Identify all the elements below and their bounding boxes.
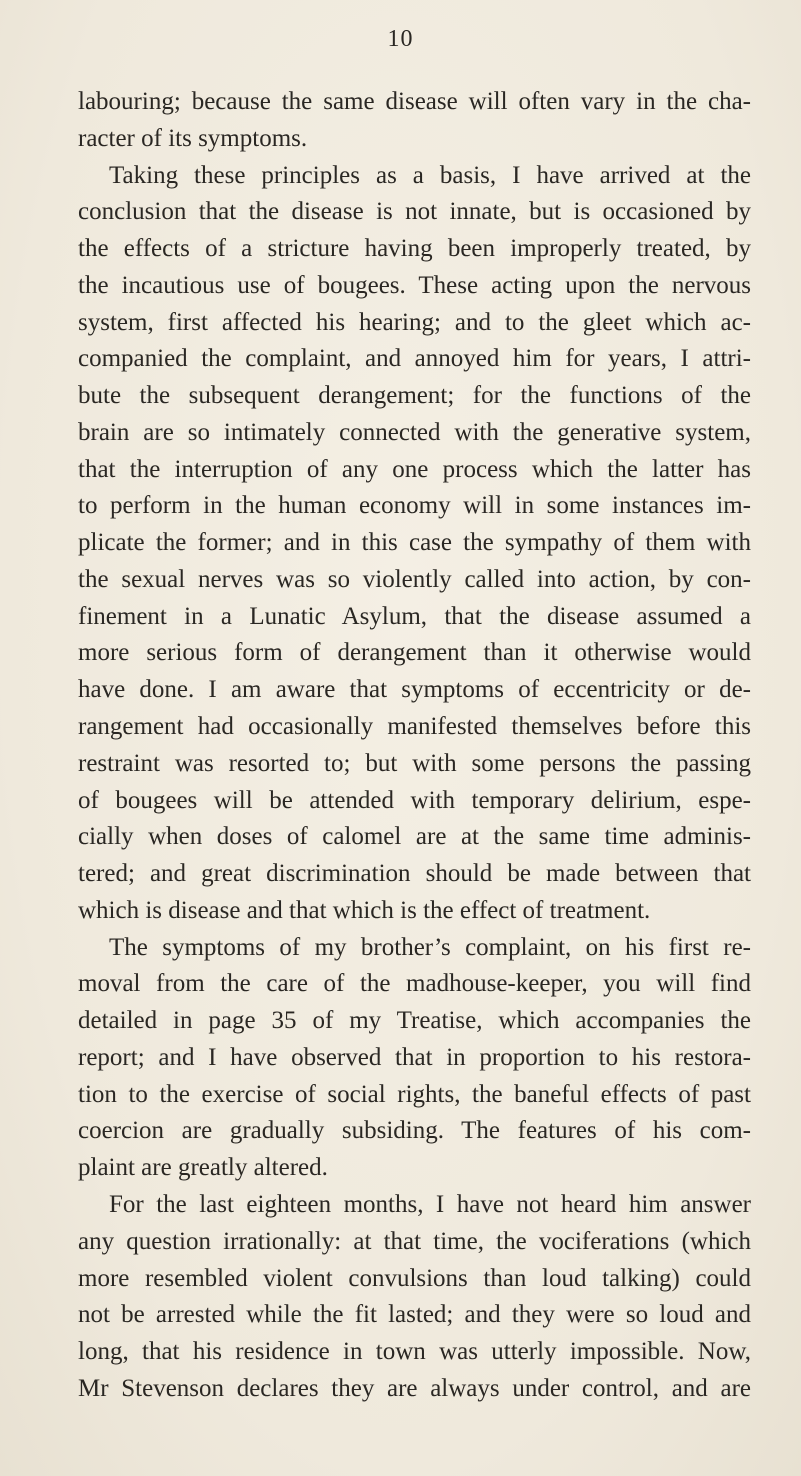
text-line: report; and I have observed that in proportion to his restora- (78, 1043, 751, 1071)
text-line: cially when doses of calomel are at the same time adminis- (78, 823, 751, 851)
text-line: racter of its symptoms. (78, 124, 308, 152)
text-line: system, first affected his hearing; and to the gleet which ac- (78, 308, 751, 336)
text-line: that the interruption of any one process which the latter has (78, 455, 751, 483)
text-line: more serious form of derangement than it otherwise would (78, 639, 751, 667)
text-line: not be arrested while the fit lasted; and they were so loud and (78, 1301, 751, 1329)
text-line: detailed in page 35 of my Treatise, which accompanies the (78, 1007, 751, 1035)
text-line: companied the complaint, and annoyed him for years, I attri- (78, 345, 751, 373)
text-line: of bougees will be attended with temporary delirium, espe- (78, 786, 751, 814)
text-line: tion to the exercise of social rights, the baneful effects of past (78, 1080, 751, 1108)
text-line: moval from the care of the madhouse-keeper, you will find (78, 970, 751, 998)
text-line: Mr Stevenson declares they are always under control, and are (78, 1374, 751, 1402)
text-line: conclusion that the disease is not innate, but is occasioned by (78, 198, 751, 226)
text-line: the sexual nerves was so violently called into action, by con- (78, 565, 751, 593)
text-line: bute the subsequent derangement; for the functions of the (78, 382, 751, 410)
text-line: rangement had occasionally manifested themselves before this (78, 713, 751, 741)
text-line: For the last eighteen months, I have not heard him answer (109, 1190, 751, 1218)
body-text (78, 84, 751, 1408)
text-line: The symptoms of my brother’s complaint, on his first re- (109, 933, 751, 961)
text-line: labouring; because the same disease will often vary in the cha- (78, 88, 751, 115)
text-line: any question irrationally: at that time, the vociferations (which (78, 1227, 751, 1255)
text-line: finement in a Lunatic Asylum, that the disease assumed a (78, 602, 751, 630)
text-line: Taking these principles as a basis, I have arrived at the (109, 161, 751, 189)
text-line: restraint was resorted to; but with some persons the passing (78, 749, 751, 777)
text-line: the effects of a stricture having been improperly treated, by (78, 235, 751, 263)
page-number: 10 (387, 26, 414, 52)
text-line: tered; and great discrimination should be made between that (78, 860, 751, 888)
text-line: coercion are gradually subsiding. The features of his com- (78, 1117, 751, 1145)
text-line: plicate the former; and in this case the sympathy of them with (78, 529, 751, 557)
text-line: plaint are greatly altered. (78, 1154, 328, 1182)
text-line: which is disease and that which is the effect of treatment. (78, 896, 651, 924)
text-line: brain are so intimately connected with the generative system, (78, 418, 751, 446)
text-line: long, that his residence in town was utterly impossible. Now, (78, 1338, 751, 1366)
text-line: more resembled violent convulsions than loud talking) could (78, 1264, 751, 1292)
text-line: the incautious use of bougees. These acting upon the nervous (78, 271, 751, 299)
text-line: to perform in the human economy will in some instances im- (78, 492, 751, 520)
text-line: have done. I am aware that symptoms of eccentricity or de- (78, 676, 751, 704)
